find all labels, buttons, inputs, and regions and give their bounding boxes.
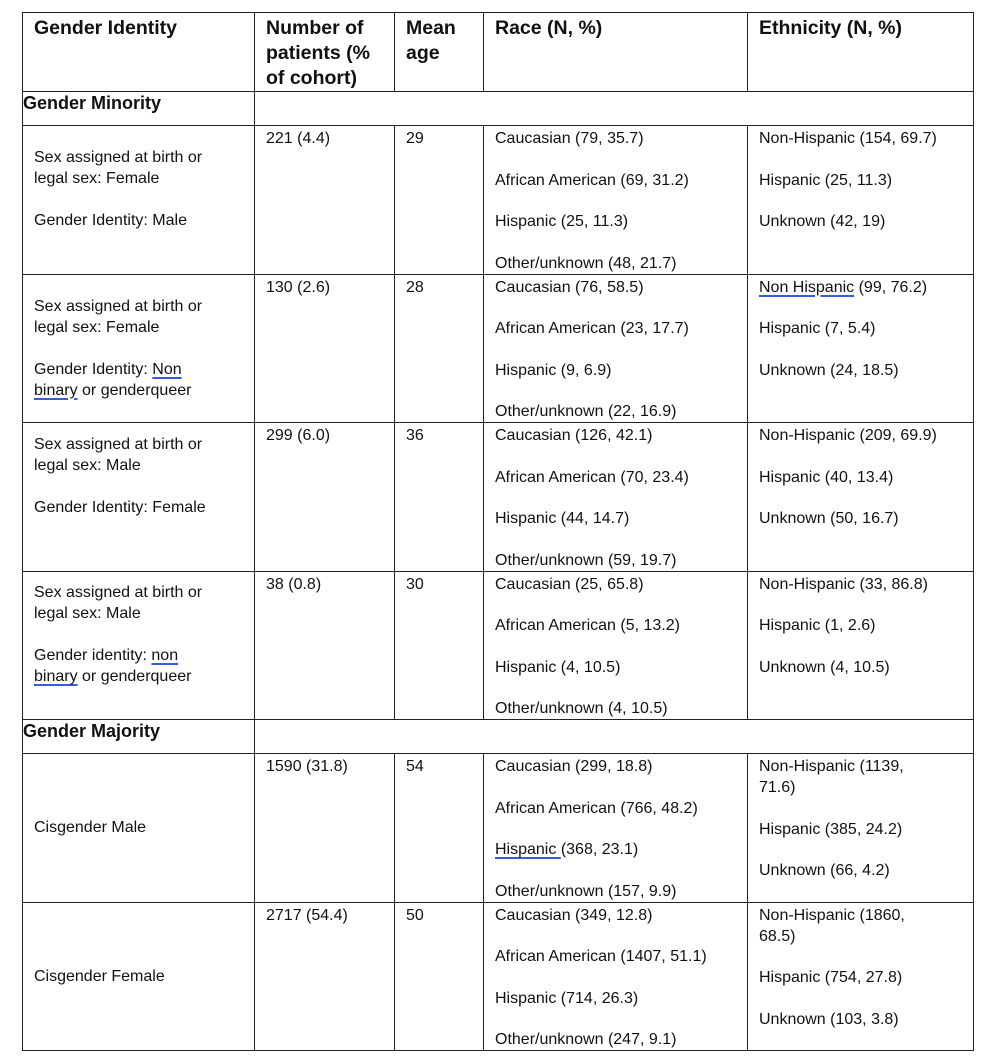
ethnicity-item: Hispanic (25, 11.3): [759, 171, 893, 189]
sex-line-2: legal sex: Male: [34, 605, 141, 623]
race-item: African American (70, 23.4): [495, 468, 689, 486]
ethnicity-cell: [748, 274, 974, 423]
ethnicity-item: Hispanic (385, 24.2): [759, 820, 903, 838]
ethnicity-item: Unknown (42, 19): [759, 213, 886, 230]
race-item: Other/unknown (22, 16.9): [495, 403, 677, 420]
age-cell: 50: [395, 902, 484, 1051]
race-cell: [484, 571, 748, 720]
race-item: African American (766, 48.2): [495, 799, 698, 817]
race-cell: [484, 274, 748, 423]
header-row: [23, 13, 974, 92]
race-item: Other/unknown (59, 19.7): [495, 551, 677, 569]
ethnicity-cell: [748, 754, 974, 903]
race-item: Caucasian (299, 18.8): [495, 758, 653, 775]
ethnicity-item: Non Hispanic (99, 76.2): [759, 278, 928, 296]
race-item: Other/unknown (247, 9.1): [495, 1031, 677, 1048]
patients-cell: 130 (2.6): [255, 274, 395, 423]
identity-line-2: binary or genderqueer: [34, 668, 192, 686]
age-cell: 36: [395, 423, 484, 572]
ethnicity-item: Non-Hispanic (33, 86.8): [759, 575, 928, 593]
gender-identity-cell: [23, 571, 255, 720]
patients-cell: 299 (6.0): [255, 423, 395, 572]
header-num-patients: Number of patients (% of cohort): [255, 13, 395, 92]
patients-cell: 221 (4.4): [255, 126, 395, 275]
race-item: Other/unknown (48, 21.7): [495, 254, 677, 272]
race-item: Caucasian (126, 42.1): [495, 427, 653, 444]
sex-line-2: legal sex: Female: [34, 170, 160, 188]
patients-cell: 2717 (54.4): [255, 902, 395, 1051]
ethnicity-item: Unknown (103, 3.8): [759, 1010, 899, 1028]
race-item: Caucasian (79, 35.7): [495, 130, 644, 147]
ethnicity-cell: [748, 126, 974, 275]
race-item: African American (1407, 51.1): [495, 948, 707, 965]
ethnicity-item: Unknown (4, 10.5): [759, 658, 890, 676]
header-mean-age: Mean age: [395, 13, 484, 92]
identity-line: Gender Identity: Non: [34, 360, 182, 378]
table-row: [23, 423, 974, 572]
section-title-minority: Gender Minority: [23, 92, 255, 126]
race-item: Other/unknown (157, 9.9): [495, 882, 677, 900]
ethnicity-item: Hispanic (1, 2.6): [759, 617, 876, 634]
sex-line-2: legal sex: Female: [34, 318, 160, 336]
header-ethnicity: Ethnicity (N, %): [748, 13, 974, 92]
ethnicity-item: Non-Hispanic (1860,: [759, 906, 905, 924]
race-item: Caucasian (76, 58.5): [495, 278, 644, 296]
race-cell: [484, 902, 748, 1051]
race-item: African American (5, 13.2): [495, 617, 680, 634]
ethnicity-item-cont: 71.6): [759, 779, 796, 796]
gender-identity-cell: [23, 423, 255, 572]
header-race: Race (N, %): [484, 13, 748, 92]
table-row: [23, 274, 974, 423]
ethnicity-item-cont: 68.5): [759, 927, 796, 945]
gender-identity-cell: [23, 274, 255, 423]
header-gender-identity: Gender Identity: [23, 13, 255, 92]
race-item: Hispanic (714, 26.3): [495, 989, 639, 1007]
sex-line-1: Sex assigned at birth or: [34, 584, 203, 602]
ethnicity-item: Hispanic (40, 13.4): [759, 468, 894, 486]
sex-line-1: Sex assigned at birth or: [34, 435, 203, 453]
table-row: [23, 754, 974, 903]
ethnicity-item: Non-Hispanic (1139,: [759, 758, 904, 775]
race-item: Caucasian (25, 65.8): [495, 575, 644, 593]
ethnicity-item: Hispanic (754, 27.8): [759, 969, 903, 986]
sex-line-1: Sex assigned at birth or: [34, 149, 203, 167]
race-item: Hispanic (9, 6.9): [495, 361, 612, 379]
ethnicity-cell: [748, 571, 974, 720]
race-cell: [484, 754, 748, 903]
race-cell: [484, 423, 748, 572]
identity-line: Gender identity: non: [34, 647, 179, 665]
race-item: Other/unknown (4, 10.5): [495, 700, 668, 717]
age-cell: 30: [395, 571, 484, 720]
ethnicity-item: Hispanic (7, 5.4): [759, 320, 876, 337]
ethnicity-item: Unknown (50, 16.7): [759, 510, 899, 527]
identity-line: Gender Identity: Male: [34, 212, 187, 230]
race-cell: [484, 126, 748, 275]
patients-cell: 1590 (31.8): [255, 754, 395, 903]
race-item: Hispanic (25, 11.3): [495, 213, 629, 230]
gender-identity-cell: Cisgender Female: [23, 902, 255, 1051]
ethnicity-item: Unknown (24, 18.5): [759, 361, 899, 379]
section-spacer: [255, 720, 974, 754]
age-cell: 28: [395, 274, 484, 423]
gender-identity-cell: [23, 126, 255, 275]
section-spacer: [255, 92, 974, 126]
race-item: Hispanic (44, 14.7): [495, 510, 630, 527]
race-item: Caucasian (349, 12.8): [495, 906, 653, 924]
ethnicity-item: Non-Hispanic (154, 69.7): [759, 130, 937, 147]
sex-line-1: Sex assigned at birth or: [34, 297, 203, 315]
race-item: African American (23, 17.7): [495, 320, 689, 337]
section-row-majority: [23, 720, 974, 754]
age-cell: 54: [395, 754, 484, 903]
race-item: Hispanic (368, 23.1): [495, 841, 639, 858]
demographics-table: [22, 12, 974, 1051]
identity-line-2: binary or genderqueer: [34, 381, 192, 399]
gender-identity-cell: Cisgender Male: [23, 754, 255, 903]
sex-line-2: legal sex: Male: [34, 456, 141, 474]
ethnicity-cell: [748, 423, 974, 572]
ethnicity-item: Unknown (66, 4.2): [759, 862, 890, 879]
ethnicity-cell: [748, 902, 974, 1051]
section-row-minority: [23, 92, 974, 126]
race-item: Hispanic (4, 10.5): [495, 658, 621, 676]
identity-line: Gender Identity: Female: [34, 498, 206, 516]
age-cell: 29: [395, 126, 484, 275]
table-row: [23, 126, 974, 275]
race-item: African American (69, 31.2): [495, 171, 689, 189]
section-title-majority: Gender Majority: [23, 720, 255, 754]
patients-cell: 38 (0.8): [255, 571, 395, 720]
table-row: [23, 571, 974, 720]
table-row: [23, 902, 974, 1051]
ethnicity-item: Non-Hispanic (209, 69.9): [759, 427, 937, 444]
